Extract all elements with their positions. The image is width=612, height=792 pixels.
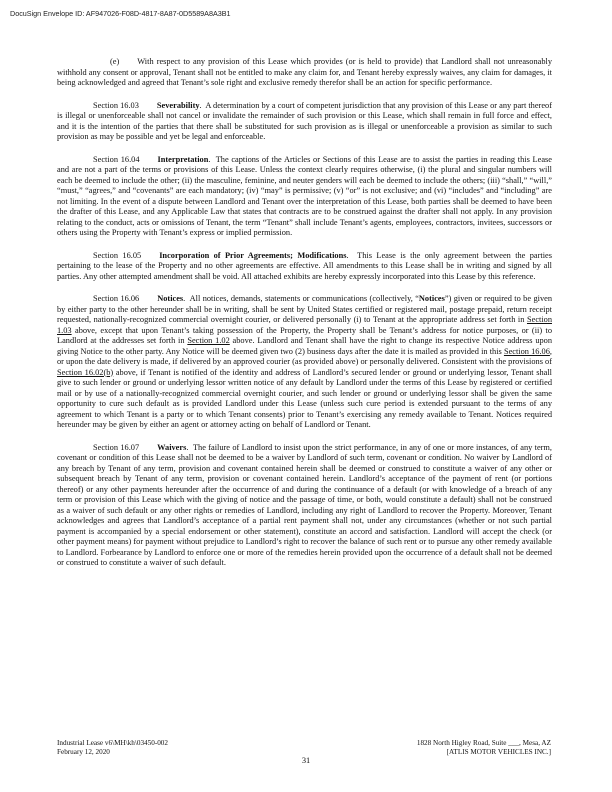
docusign-envelope-id: DocuSign Envelope ID: AF947026-F08D-4817-8A87-0D5589A8A3B1 <box>10 9 231 18</box>
section-16-04-number: Section 16.04 <box>93 154 140 164</box>
paragraph-e-text: With respect to any provision of this Lease which provides (or is held to provide) that Landlord shall not unreasonably withhold any consent or approval, Tenant shall not be entitled to make any claim for, and Tenant hereby expressly waives, any claim for damages, it being acknowledged and agreed that Tenant’s sole right and exclusive remedy therefor shall be an action for specific performance. <box>57 57 552 87</box>
section-16-06-text-2: ”) given or required to be given by either party to the other hereunder shall be in writing, shall be sent by United States certified or registered mail, postage prepaid, return receipt requested, nationally-recognized commercial overnight courier, or delivered personally (i) to Tenant at the appropriate address set forth in <box>57 294 552 324</box>
section-16-06-text-1: All notices, demands, statements or communications (collectively, “ <box>189 294 419 303</box>
paragraph-e-label: (e) <box>110 57 120 66</box>
footer-left <box>57 739 168 756</box>
section-16-07-text: The failure of Landlord to insist upon the strict performance, in any of one or more instances, of any term, covenant or condition of this Lease shall not be deemed to be a waiver by Landlord of such term, covenant or condition. No waiver by Landlord of any breach by Tenant of any term, provision and covenant contained herein shall be deemed or construed to constitute a waiver of any other or subsequent breach by Tenant of any term, provision or covenant contained herein. Landlord’s acceptance of the payment of rent (or portions thereof) or any other payments hereunder after the occurrence of and during the continuance of a default (or with knowledge of a breach of any term or provision of this Lease which with the giving of notice and the passage of time, or both, would constitute a default) shall not be construed as a waiver of such default or any other rights or remedies of Landlord, including any right of Landlord to recover the Property. Moreover, Tenant acknowledges and agrees that Landlord’s acceptance of a partial rent payment shall not, under any circumstances (whether or not such partial payment is accompanied by a special endorsement or other statement), constitute an accord and satisfaction. Landlord will accept the check (or other payment means) for payment without prejudice to Landlord’s right to recover the balance of such rent or to pursue any other remedy available to Landlord. Forbearance by Landlord to enforce one or more of the remedies herein provided upon the occurrence of a default shall not be deemed or construed to constitute a waiver of such default. <box>57 442 553 567</box>
footer-tenant: [ATLIS MOTOR VEHICLES INC.] <box>446 747 551 756</box>
section-16-03-text: A determination by a court of competent jurisdiction that any provision of this Lease or any part thereof is illegal or unenforceable shall not cancel or invalidate the remainder of such provision or this Lease, which shall remain in full force and effect, and it is the intention of the parties that there shall be substituted for such provision as is illegal or unenforceable a provision as similar to such provision as may be possible and yet be legal and enforceable. <box>57 100 552 141</box>
section-16-05-heading: Incorporation of Prior Agreements; Modifications <box>159 250 347 260</box>
section-16-05-number: Section 16.05 <box>93 250 142 260</box>
section-16-03: Section 16.03 Severability. A determination by a court of competent jurisdiction that any provision of this Lease or any part thereof is illegal or unenforceable shall not cancel or invalidate the remainder of such provision or this Lease, which shall remain in full force and effect, and it is the intention of the parties that there shall be substituted for such provision as is illegal or unenforceable a provision as similar to such provision as may be possible and yet be legal and enforceable. <box>57 100 552 141</box>
section-ref-1-03: Section 1.03 <box>57 315 552 335</box>
section-16-07-heading: Waivers <box>157 442 187 452</box>
section-16-06-heading: Notices <box>157 294 184 303</box>
section-16-06-number: Section 16.06 <box>93 294 140 303</box>
paragraph-e <box>57 57 552 89</box>
section-16-04-heading: Interpretation <box>157 154 209 164</box>
section-16-07: Section 16.07 Waivers. The failure of Landlord to insist upon the strict performance, in any of one or more instances, of any term, covenant or condition of this Lease shall not be deemed to be a waiver by Landlord of such term, covenant or condition. No waiver by Landlord of any breach by Tenant of any term, provision and covenant contained herein shall be deemed or construed to constitute a waiver of any other or subsequent breach by Tenant of any term, provision or covenant contained herein. Landlord’s acceptance of the payment of rent (or portions thereof) or any other payments hereunder after the occurrence of and during the continuance of a default (or with knowledge of a breach of any term or provision of this Lease which with the giving of notice and the passage of time, or both, would constitute a default) shall not be construed as a waiver of such default or any other rights or remedies of Landlord, including any right of Landlord to recover the Property. Moreover, Tenant acknowledges and agrees that Landlord’s acceptance of a partial rent payment shall not, under any circumstances (whether or not such partial payment is accompanied by a special endorsement or other statement), constitute an accord and satisfaction. Landlord will accept the check (or other payment means) for payment without prejudice to Landlord’s right to recover the balance of such rent or to pursue any other remedy available to Landlord. Forbearance by Landlord to enforce one or more of the remedies herein provided upon the occurrence of a default shall not be deemed or construed to constitute a waiver of such default. <box>57 442 553 567</box>
footer-doc-ref: Industrial Lease v6\MH\kh\03450-002 <box>57 739 168 747</box>
footer-date: February 12, 2020 <box>57 747 110 756</box>
section-16-06-text-6: above, if Tenant is notified of the identity and address of Landlord’s secured lender or ground or underlying lessor, Tenant shall give to such lender or ground or underlying lessor written notice of any default by Landlord under the terms of this Lease by registered or certified mail or by use of a nationally-recognized commercial overnight courier, and such lender or ground or underlying lessor shall be given the same opportunity to cure such default as is provided Landlord under this Lease (unless such cure period is extended pursuant to the terms of any agreement to which Tenant is a party or to which Tenant consents) prior to Tenant’s exercising any remedy available to Tenant. Notices required hereunder may be given by either an agent or attorney acting on behalf of Landlord or Tenant. <box>57 367 552 429</box>
section-ref-16-02b: Section 16.02(b) <box>57 367 114 377</box>
section-16-04: Section 16.04 Interpretation. The captions of the Articles or Sections of this Lease are to assist the parties in reading this Lease and are not a part of the terms or provisions of this Lease. Unless the context clearly requires otherwise, (i) the plural and singular numbers will each be deemed to include the other; (ii) the masculine, feminine, and neuter genders will each be deemed to include the others; (iii) “shall,” “will,” “must,” “agrees,” and “covenants” are each mandatory; (iv) “may” is permissive; (v) “or” is not exclusive; and (vi) “includes” and “including” are not limiting. In the event of a dispute between Landlord and Tenant over the interpretation of this Lease, both parties shall be deemed to have been the drafter of this Lease, and any Applicable Law that states that contracts are to be construed against the drafter shall not apply. In any provision relating to the conduct, acts or omissions of Tenant, the term “Tenant” shall include Tenant’s agents, employees, contractors, invitees, successors or others using the Property with Tenant’s express or implied permission. <box>57 154 553 237</box>
document-body <box>57 57 552 581</box>
section-16-07-number: Section 16.07 <box>93 442 140 452</box>
section-16-06-text-4: above. Landlord and Tenant shall have the right to change its respective Notice address upon giving Notice to the other party. Any Notice will be deemed given two (2) business days after the date it is mailed as provided in this <box>57 336 553 356</box>
section-16-03-number: Section 16.03 <box>93 100 139 110</box>
section-16-04-text: The captions of the Articles or Sections of this Lease are to assist the parties in reading this Lease and are not a part of the terms or provisions of this Lease. Unless the context clearly requires otherwise, (i) the plural and singular numbers will each be deemed to include the other; (ii) the masculine, feminine, and neuter genders will each be deemed to include the others; (iii) “shall,” “will,” “must,” “agrees,” and “covenants” are each mandatory; (iv) “may” is permissive; (v) “or” is not exclusive; and (vi) “includes” and “including” are not limiting. In the event of a dispute between Landlord and Tenant over the interpretation of this Lease, both parties shall be deemed to have been the drafter of this Lease, and any Applicable Law that states that contracts are to be construed against the drafter shall not apply. In any provision relating to the conduct, acts or omissions of Tenant, the term “Tenant” shall include Tenant’s agents, employees, contractors, invitees, successors or others using the Property with Tenant’s express or implied permission. <box>57 154 553 237</box>
section-ref-16-06: Section 16.06 <box>503 346 550 356</box>
footer-right <box>417 739 551 756</box>
section-16-06: Section 16.06 Notices. All notices, demands, statements or communications (collectively, “Notices”) given or required to be given by either party to the other hereunder shall be in writing, shall be sent by United States certified or registered mail, postage prepaid, return receipt requested, nationally-recognized commercial overnight courier, or delivered personally (i) to Tenant at the appropriate address set forth in Section 1.03 above, except that upon Tenant’s taking possession of the Property, the Property shall be Tenant’s address for notice purposes, or (ii) to Landlord at the addresses set forth in Section 1.02 above. Landlord and Tenant shall have the right to change its respective Notice address upon giving Notice to the other party. Any Notice will be deemed given two (2) business days after the date it is mailed as provided in this Section 16.06, or upon the date delivery is made, if delivered by an approved courier (as provided above) or personally delivered. Consistent with the provisions of Section 16.02(b) above, if Tenant is notified of the identity and address of Landlord’s secured lender or ground or underlying lessor, Tenant shall give to such lender or ground or underlying lessor written notice of any default by Landlord under the terms of this Lease by registered or certified mail or by use of a nationally-recognized commercial overnight courier, and such lender or ground or underlying lessor shall be given the same opportunity to cure such default as is provided Landlord under this Lease (unless such cure period is extended pursuant to the terms of any agreement to which Tenant is a party or to which Tenant consents) prior to Tenant’s exercising any remedy available to Tenant. Notices required hereunder may be given by either an agent or attorney acting on behalf of Landlord or Tenant. <box>57 294 553 429</box>
section-16-05-text: This Lease is the only agreement between the parties pertaining to the lease of the Property and no other agreements are effective. All amendments to this Lease shall be in writing and signed by all parties. Any other attempted amendment shall be void. All attached exhibits are hereby expressly incorporated into this Lease by this reference. <box>57 250 552 281</box>
section-16-05: Section 16.05 Incorporation of Prior Agreements; Modifications. This Lease is the only agreement between the parties pertaining to the lease of the Property and no other agreements are effective. All amendments to this Lease shall be in writing and signed by all parties. Any other attempted amendment shall be void. All attached exhibits are hereby expressly incorporated into this Lease by this reference. <box>57 250 552 281</box>
section-16-06-text-3: above, except that upon Tenant’s taking possession of the Property, the Property shall be Tenant’s address for notice purposes, or (ii) to Landlord at the addresses set forth in <box>57 325 552 345</box>
footer-address: 1828 North Higley Road, Suite ___, Mesa, AZ <box>416 739 551 747</box>
notices-defined-term: Notices <box>418 294 445 303</box>
page-number: 31 <box>301 756 311 765</box>
section-16-03-heading: Severability <box>156 100 200 110</box>
section-ref-1-02: Section 1.02 <box>187 336 230 345</box>
section-16-06-text-5: , or upon the date delivery is made, if delivered by an approved courier (as provided above) or personally delivered. Consistent with the provisions of <box>57 346 552 366</box>
